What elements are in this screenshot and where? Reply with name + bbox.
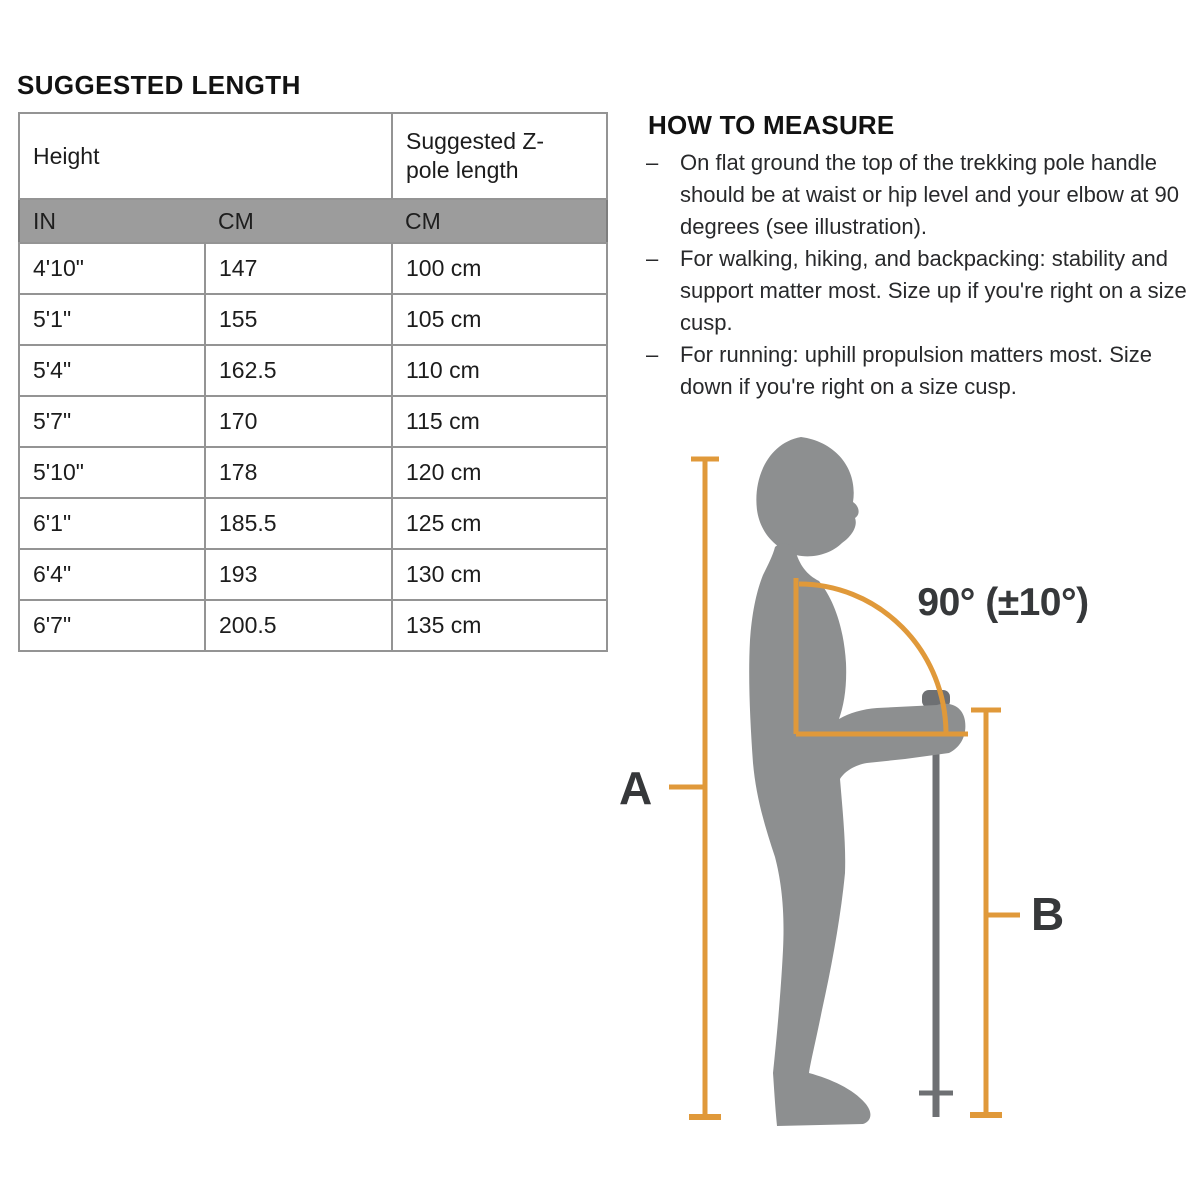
person-head [756, 437, 858, 556]
height-cm-cell: 193 [205, 549, 392, 600]
height-in-cell: 4'10" [19, 243, 205, 294]
size-table [18, 112, 608, 652]
angle-label: 90° (±10°) [917, 581, 1089, 624]
suggested-length-title: SUGGESTED LENGTH [17, 70, 301, 100]
height-cm-cell: 200.5 [205, 600, 392, 651]
height-in-cell: 6'7" [19, 600, 205, 651]
table-header-row [19, 113, 607, 199]
unit-cm2-cell: CM [392, 199, 607, 243]
pole-length-cell: 100 cm [392, 243, 607, 294]
measure-a-label: A [619, 762, 653, 814]
list-item [646, 147, 1194, 243]
bullet-text: On flat ground the top of the trekking pole handle should be at waist or hip level and your elbow at 90 degrees (see illustration). [680, 150, 1179, 239]
measuring-illustration [605, 425, 1105, 1145]
pole-header-cell [392, 113, 607, 199]
how-to-measure-list [646, 147, 1194, 403]
table-row [19, 396, 607, 447]
height-in-cell: 5'1" [19, 294, 205, 345]
unit-cm-cell: CM [205, 199, 392, 243]
height-cm-cell: 155 [205, 294, 392, 345]
dash-bullet-icon: – [646, 150, 659, 175]
list-item [646, 243, 1194, 339]
height-cm-cell: 162.5 [205, 345, 392, 396]
measurement-line-b [970, 710, 1020, 1115]
pole-length-cell: 105 cm [392, 294, 607, 345]
table-row [19, 243, 607, 294]
pole-header-label: Suggested Z-pole length [406, 128, 545, 183]
height-cm-cell: 185.5 [205, 498, 392, 549]
measurement-line-a [669, 459, 721, 1117]
units-row [19, 199, 607, 243]
pole-length-cell: 130 cm [392, 549, 607, 600]
bullet-text: For running: uphill propulsion matters most. Size down if you're right on a size cusp. [680, 342, 1152, 399]
table-row [19, 294, 607, 345]
height-in-cell: 5'4" [19, 345, 205, 396]
height-in-cell: 6'1" [19, 498, 205, 549]
height-header-cell: Height [19, 113, 392, 199]
table-row [19, 498, 607, 549]
height-cm-cell: 178 [205, 447, 392, 498]
table-row [19, 447, 607, 498]
dash-bullet-icon: – [646, 246, 659, 271]
height-in-cell: 5'7" [19, 396, 205, 447]
pole-length-cell: 115 cm [392, 396, 607, 447]
dash-bullet-icon: – [646, 342, 659, 367]
height-cm-cell: 170 [205, 396, 392, 447]
height-in-cell: 5'10" [19, 447, 205, 498]
unit-in-cell: IN [19, 199, 205, 243]
pole-length-cell: 125 cm [392, 498, 607, 549]
pole-length-cell: 120 cm [392, 447, 607, 498]
bullet-text: For walking, hiking, and backpacking: stability and support matter most. Size up if you're right on a size cusp. [680, 246, 1187, 335]
height-in-cell: 6'4" [19, 549, 205, 600]
table-row [19, 600, 607, 651]
table-row [19, 549, 607, 600]
pole-length-cell: 110 cm [392, 345, 607, 396]
pole-length-cell: 135 cm [392, 600, 607, 651]
height-cm-cell: 147 [205, 243, 392, 294]
table-row [19, 345, 607, 396]
measure-b-label: B [1031, 888, 1065, 940]
how-to-measure-title: HOW TO MEASURE [648, 110, 895, 140]
list-item [646, 339, 1194, 403]
